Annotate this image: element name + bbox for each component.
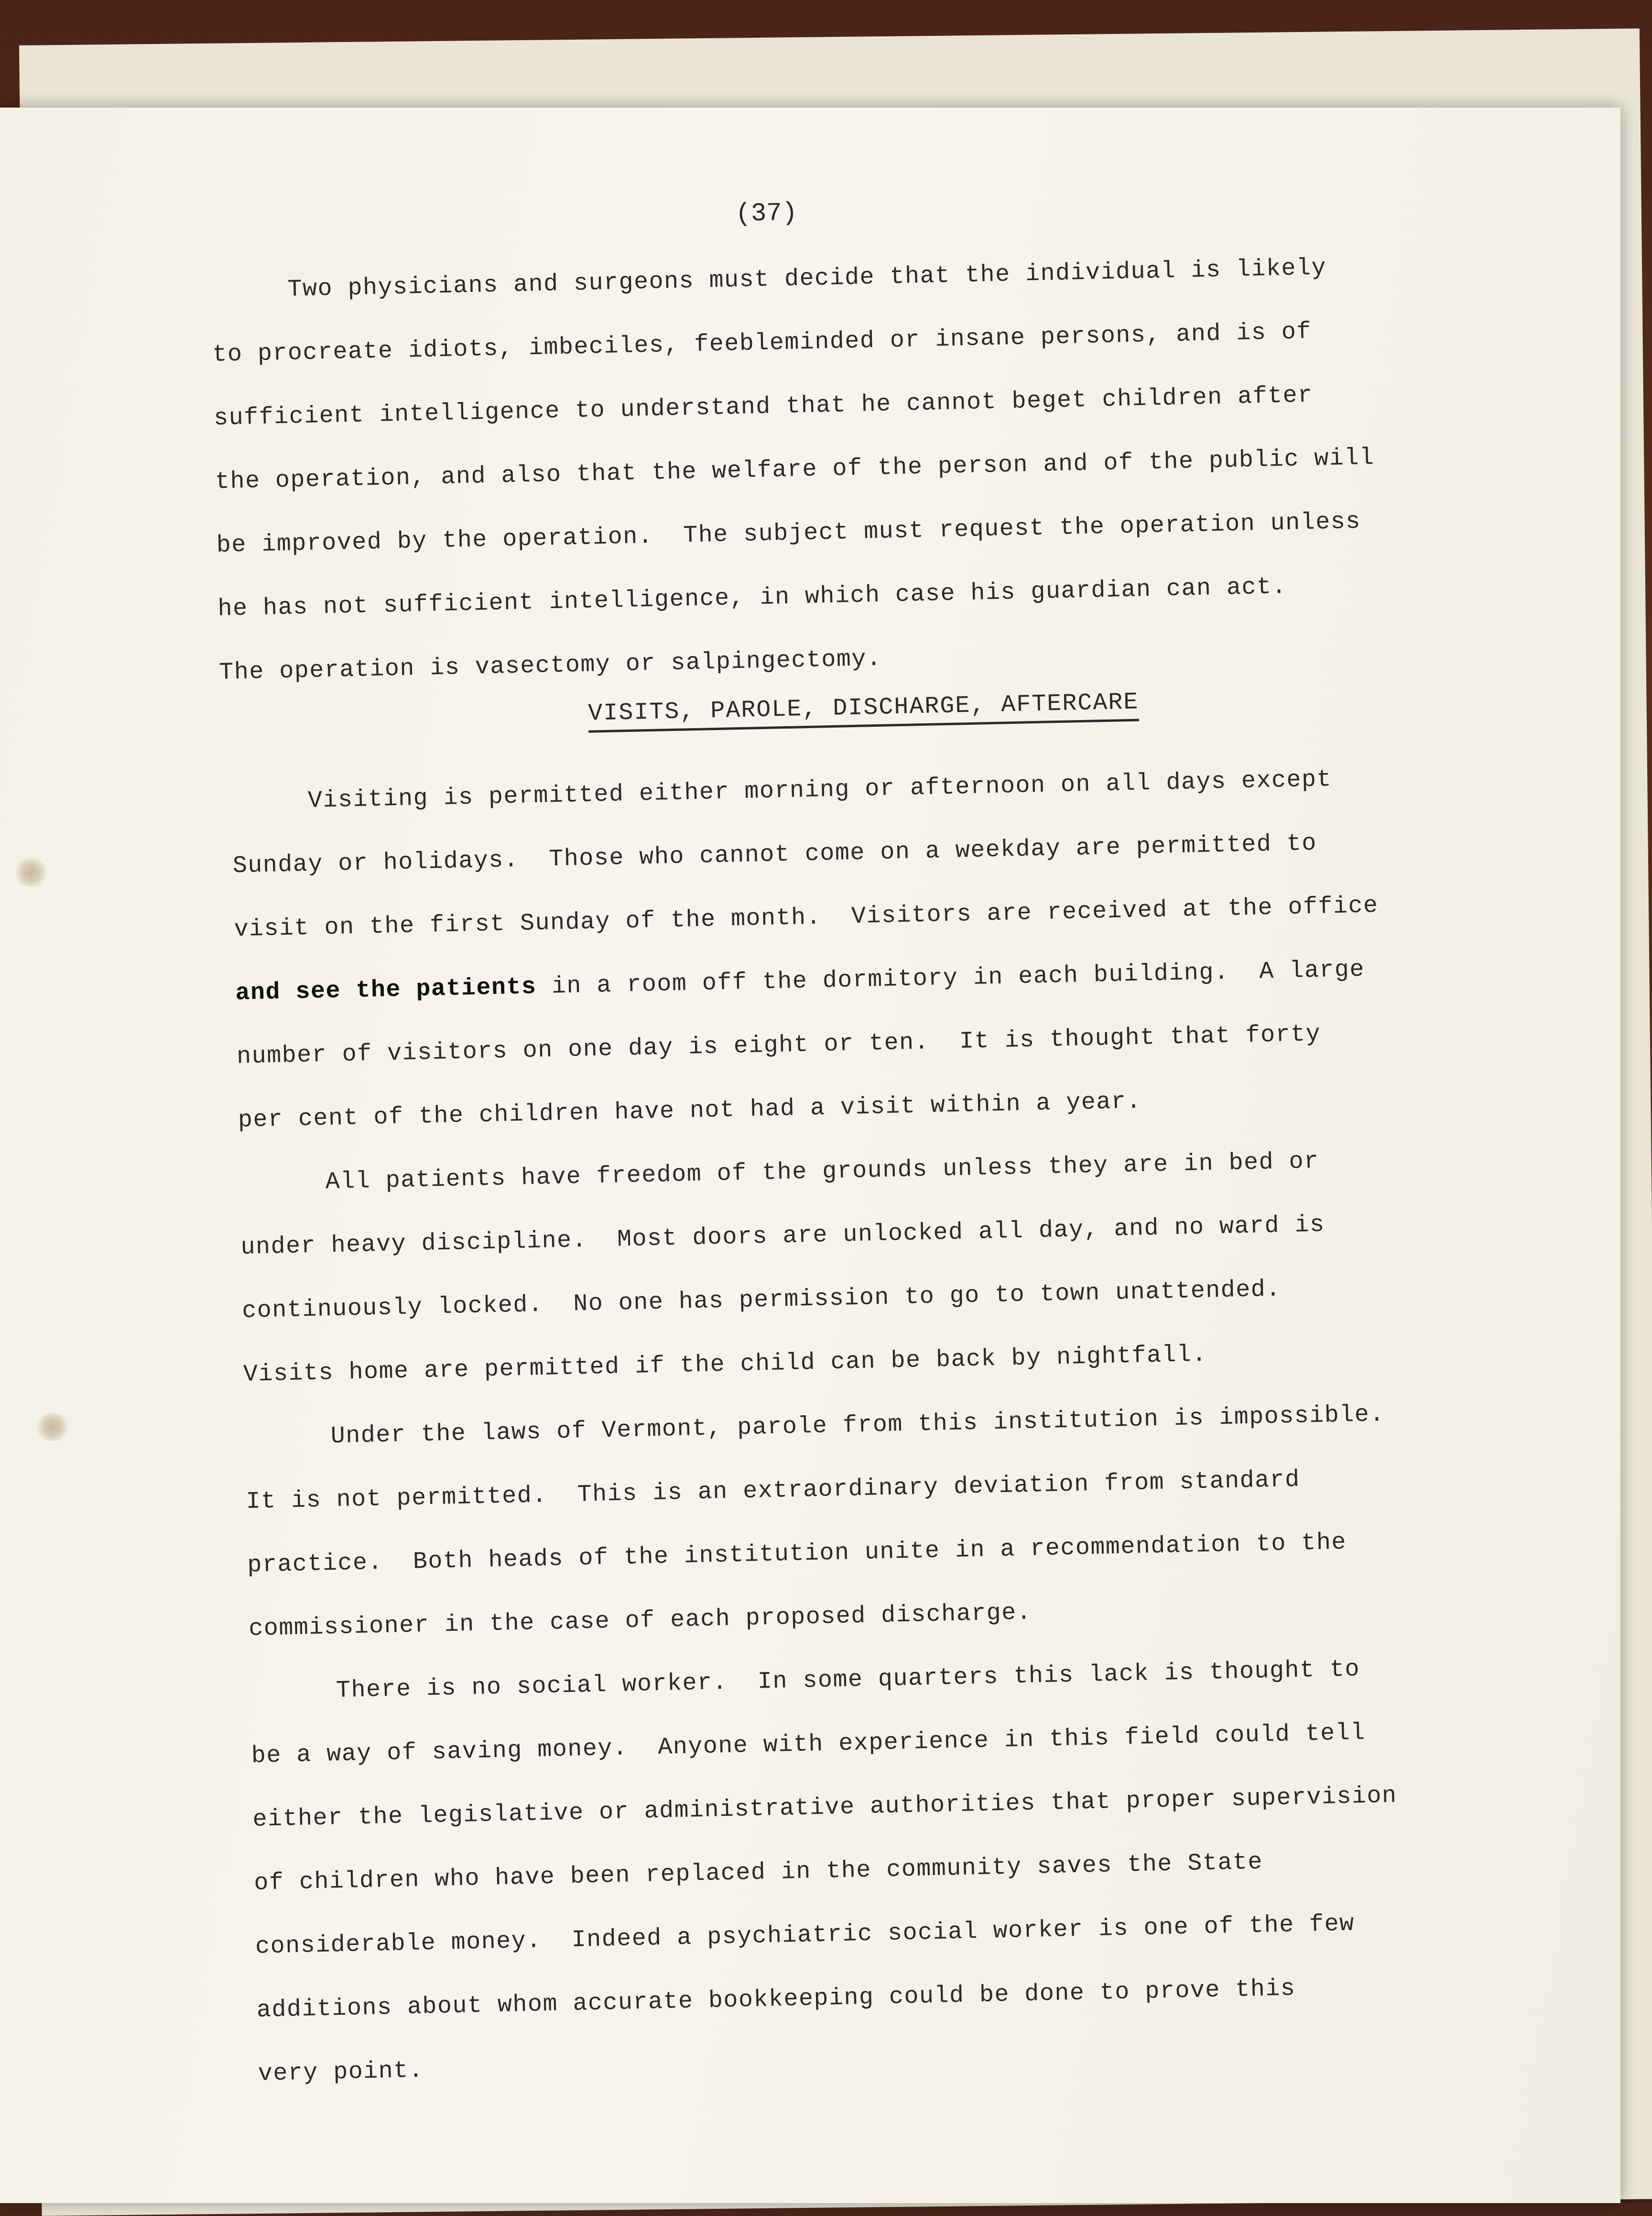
text-line: commissioner in the case of each proposed discharge. — [248, 1599, 1032, 1643]
text-line: considerable money. Indeed a psychiatric social worker is one of the few — [255, 1910, 1355, 1961]
text-line: sufficient intelligence to understand that he cannot beget children after — [213, 382, 1314, 432]
section-heading: VISITS, PAROLE, DISCHARGE, AFTERCARE — [588, 689, 1139, 733]
text-line: It is not permitted. This is an extraordinary deviation from standard — [246, 1466, 1301, 1516]
text-line: Visits home are permitted if the child can be back by nightfall. — [243, 1341, 1207, 1389]
bold-text: and see the patients — [235, 973, 537, 1007]
text-line: All patients have freedom of the grounds unless they are in bed or — [325, 1147, 1320, 1196]
text-line — [235, 956, 1365, 1007]
text-line: additions about whom accurate bookkeeping could be done to prove this — [256, 1975, 1296, 2024]
text-line: visit on the first Sunday of the month. Visitors are received at the office — [234, 892, 1379, 944]
text-line: Under the laws of Vermont, parole from this institution is impossible. — [330, 1401, 1385, 1451]
text-line: he has not sufficient intelligence, in which case his guardian can act. — [217, 573, 1287, 623]
typewritten-page — [0, 108, 1620, 2203]
text-line: very point. — [258, 2057, 424, 2088]
text-line: The operation is vasectomy or salpingectomy. — [218, 645, 882, 687]
text-line: There is no social worker. In some quarters this lack is thought to — [336, 1656, 1360, 1705]
text-line: under heavy discipline. Most doors are unlocked all day, and no ward is — [240, 1211, 1326, 1262]
text-line: Two physicians and surgeons must decide that the individual is likely — [287, 254, 1327, 304]
text-line: Visiting is permitted either morning or afternoon on all days except — [307, 766, 1332, 815]
text-line: of children who have been replaced in the community saves the State — [253, 1848, 1263, 1897]
page-text — [0, 108, 1620, 2203]
text-line: to procreate idiots, imbeciles, feebleminded or insane persons, and is of — [212, 318, 1312, 369]
page-number: (37) — [735, 198, 798, 229]
text-span: in a room off the dormitory in each building. A large — [536, 956, 1365, 1001]
text-line: per cent of the children have not had a visit within a year. — [238, 1088, 1142, 1135]
text-line: continuously locked. No one has permission to go to town unattended. — [241, 1276, 1282, 1325]
text-line: practice. Both heads of the institution unite in a recommendation to the — [247, 1528, 1347, 1579]
text-line: the operation, and also that the welfare of the person and of the public will — [215, 444, 1375, 496]
text-line: number of visitors on one day is eight or ten. It is thought that forty — [236, 1020, 1321, 1071]
text-line: be improved by the operation. The subject must request the operation unless — [216, 508, 1361, 559]
text-line: be a way of saving money. Anyone with experience in this field could tell — [251, 1719, 1366, 1770]
text-line: Sunday or holidays. Those who cannot come on a weekday are permitted to — [232, 830, 1317, 880]
text-line: either the legislative or administrative authorities that proper supervision — [252, 1782, 1398, 1834]
